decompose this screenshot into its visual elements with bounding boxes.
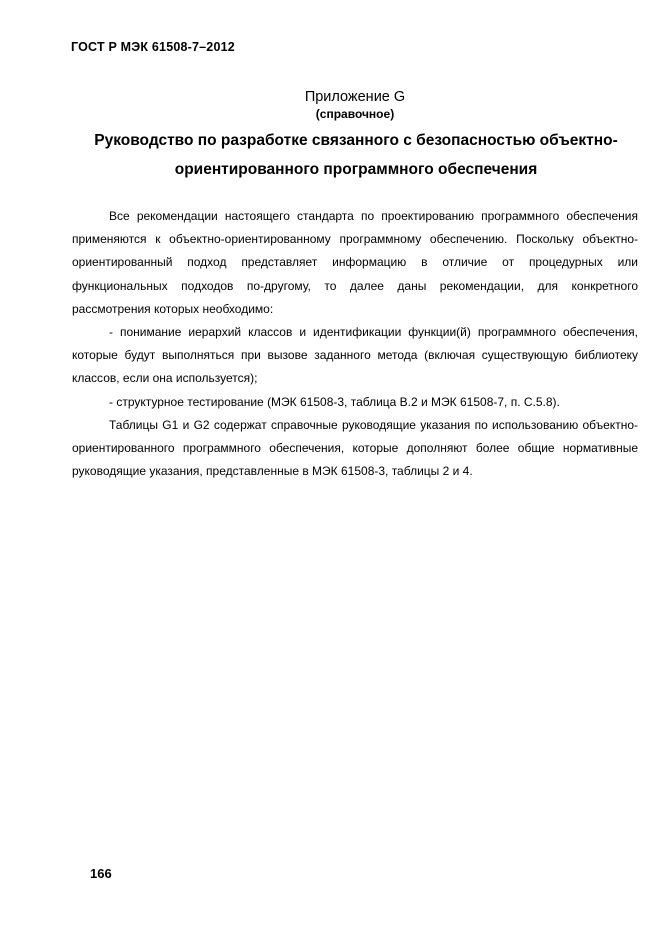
appendix-subtitle: (справочное) — [315, 107, 395, 121]
document-header: ГОСТ Р МЭК 61508-7–2012 — [71, 40, 235, 54]
page-number: 166 — [90, 866, 112, 881]
paragraph-list-item-testing: - структурное тестирование (МЭК 61508-3, таблица В.2 и МЭК 61508-7, п. С.5.8). — [109, 394, 560, 409]
paragraph-intro: Все рекомендации настоящего стандарта по проектированию программного обеспечения применяются к объектно-ориентированному программному обеспечению. Поскольку объектно-ориентированный подход представляет информацию в отличие от процедурных или функциональных подходов по-другому, то далее даны рекомендации, для конкретного рассмотрения которых необходимо: — [72, 209, 638, 316]
section-title: Руководство по разработке связанного с безопасностью объектно-ориентированного программного обеспечения — [94, 132, 618, 178]
paragraph-tables: Таблицы G1 и G2 содержат справочные руководящие указания по использованию объектно-ориентированного программного обеспечения, которые дополняют более общие нормативные руководящие указания, представленные в МЭК 61508-3, таблицы 2 и 4. — [72, 417, 638, 479]
body-text — [72, 205, 638, 483]
paragraph-list-item-hierarchy: - понимание иерархий классов и идентификации функции(й) программного обеспечения, которые будут выполняться при вызове заданного метода (включая существующую библиотеку классов, если она используется); — [72, 325, 638, 386]
appendix-title: Приложение G — [304, 89, 406, 105]
